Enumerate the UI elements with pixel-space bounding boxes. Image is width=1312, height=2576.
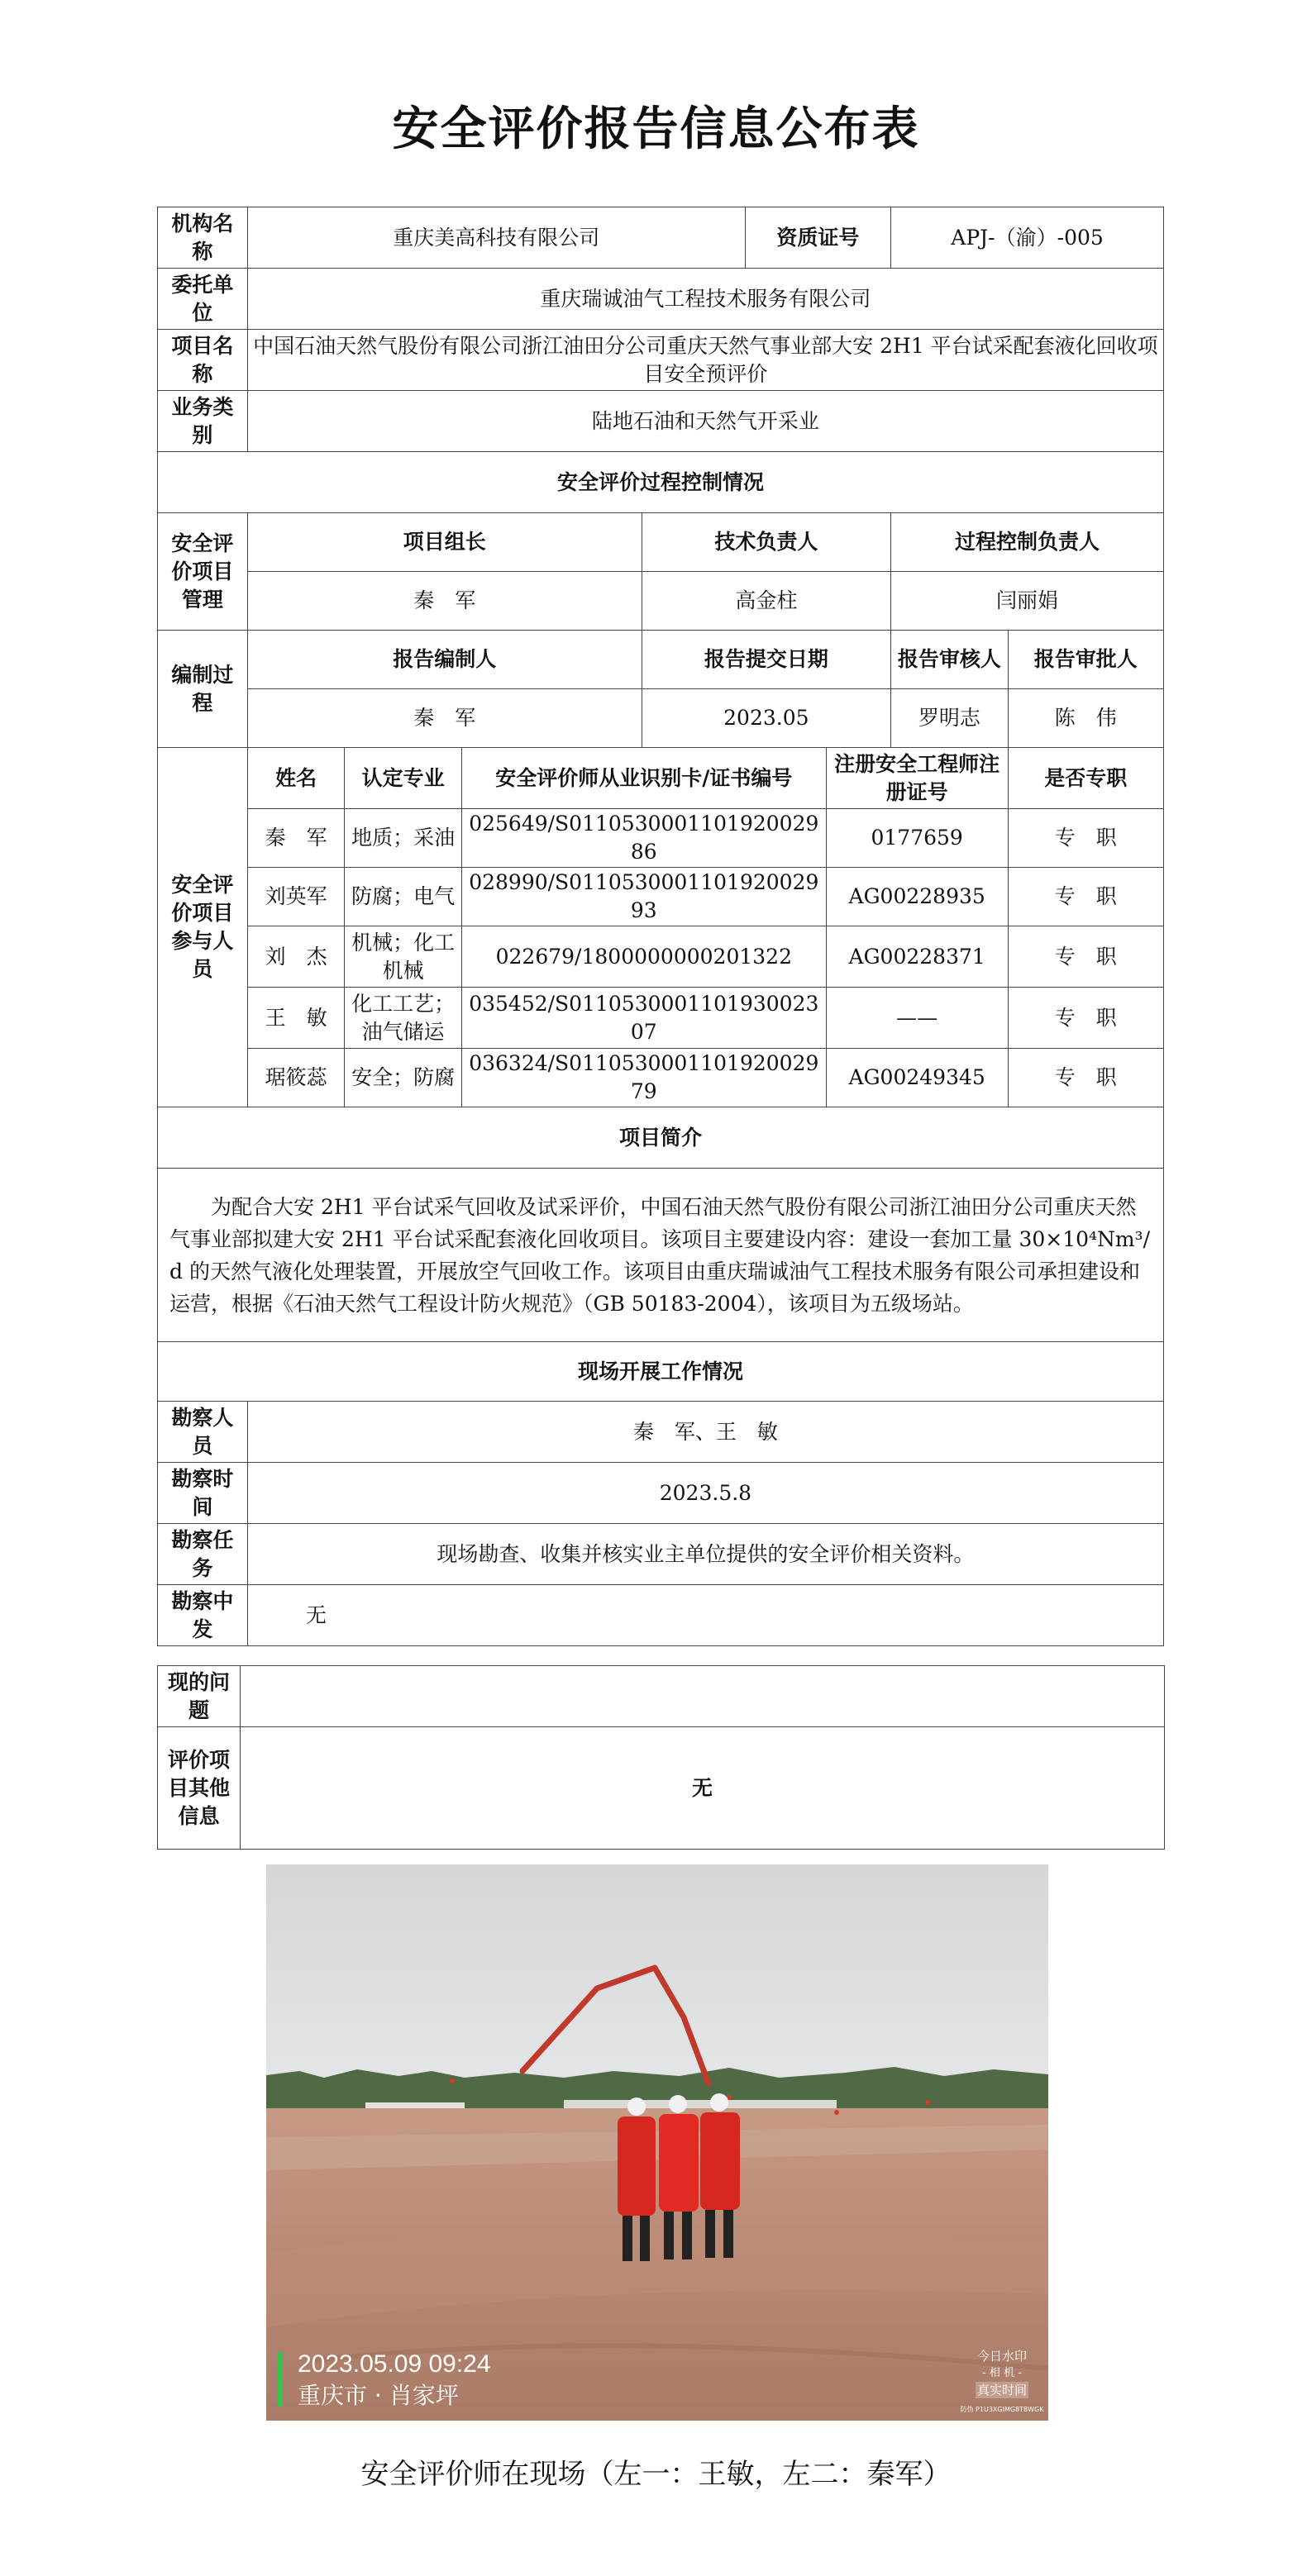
- submit-date-header: 报告提交日期: [642, 631, 891, 689]
- participant-card: 022679/1800000000201322: [461, 926, 826, 988]
- site-staff-label: 勘察人员: [158, 1402, 248, 1463]
- business-value: 陆地石油和天然气开采业: [247, 391, 1163, 452]
- process-control-header: 过程控制负责人: [891, 513, 1164, 572]
- participant-name: 琚筱蕊: [247, 1049, 345, 1107]
- other-info-value: 无: [241, 1727, 1165, 1850]
- tech-lead-header: 技术负责人: [642, 513, 891, 572]
- col-engineer-header: 注册安全工程师注册证号: [826, 748, 1008, 809]
- client-value: 重庆瑞诚油气工程技术服务有限公司: [247, 269, 1163, 330]
- participant-card: 025649/S011053000110192002986: [461, 809, 826, 868]
- col-name-header: 姓名: [247, 748, 345, 809]
- compiler-header: 报告编制人: [247, 631, 642, 689]
- participants-label: 安全评价项目参与人员: [158, 748, 248, 1107]
- participant-major: 安全；防腐: [345, 1049, 462, 1107]
- site-staff-value: 秦 军、王 敏: [247, 1402, 1163, 1463]
- participant-engineer-no: AG00228371: [826, 926, 1008, 988]
- cert-label: 资质证号: [745, 207, 890, 269]
- problem-label: 现的问题: [158, 1666, 241, 1727]
- svg-text:防伪 P1U3XGIMG8T8WGK: 防伪 P1U3XGIMG8T8WGK: [960, 2406, 1044, 2413]
- org-name: 重庆美高科技有限公司: [247, 207, 745, 269]
- photo-caption: 安全评价师在现场（左一：王敏，左二：秦军）: [360, 2458, 952, 2491]
- page-title: 安全评价报告信息公布表: [392, 102, 920, 156]
- participant-fulltime: 专 职: [1008, 926, 1163, 988]
- participant-name: 王 敏: [247, 988, 345, 1049]
- info-table-continued: [157, 1665, 1165, 1850]
- col-major-header: 认定专业: [345, 748, 462, 809]
- participant-engineer-no: 0177659: [826, 809, 1008, 868]
- site-time-label: 勘察时间: [158, 1463, 248, 1524]
- tech-lead-value: 高金柱: [642, 572, 891, 631]
- cert-number: APJ-（渝）-005: [891, 207, 1164, 269]
- table-row: [158, 988, 1164, 1049]
- site-time-value: 2023.5.8: [247, 1463, 1163, 1524]
- info-table: [157, 207, 1164, 1646]
- participant-major: 机械；化工机械: [345, 926, 462, 988]
- participant-engineer-no: ——: [826, 988, 1008, 1049]
- col-card-header: 安全评价师从业识别卡/证书编号: [461, 748, 826, 809]
- submit-date-value: 2023.05: [642, 689, 891, 748]
- site-task-value: 现场勘查、收集并核实业主单位提供的安全评价相关资料。: [247, 1524, 1163, 1585]
- site-heading: 现场开展工作情况: [158, 1342, 1164, 1402]
- svg-text:- 相 机 -: - 相 机 -: [982, 2367, 1022, 2379]
- org-name-label: 机构名称: [158, 207, 248, 269]
- reviewer-header: 报告审核人: [891, 631, 1009, 689]
- participant-major: 化工工艺；油气储运: [345, 988, 462, 1049]
- summary-text: 为配合大安 2H1 平台试采气回收及试采评价，中国石油天然气股份有限公司浙江油田分公司重庆天然气事业部拟建大安 2H1 平台试采配套液化回收项目。该项目主要建设内容：建设一套加工量 30×10⁴Nm³/d 的天然气液化处理装置，开展放空气回收工作。该项目由重庆瑞诚油气工程技术服务有限公司承担建设和运营，根据《石油天然气工程设计防火规范》（GB 50183-2004），该项目为五级场站。: [158, 1169, 1164, 1342]
- svg-text:今日水印: 今日水印: [976, 2349, 1028, 2364]
- site-finding-value: 无: [247, 1585, 1163, 1646]
- table-row: [158, 926, 1164, 988]
- team-leader-value: 秦 军: [247, 572, 642, 631]
- participant-name: 刘 杰: [247, 926, 345, 988]
- participant-fulltime: 专 职: [1008, 1049, 1163, 1107]
- site-finding-label: 勘察中发: [158, 1585, 248, 1646]
- participant-major: 防腐；电气: [345, 868, 462, 926]
- team-leader-header: 项目组长: [247, 513, 642, 572]
- participant-engineer-no: AG00228935: [826, 868, 1008, 926]
- business-label: 业务类别: [158, 391, 248, 452]
- table-row: [158, 809, 1164, 868]
- client-label: 委托单位: [158, 269, 248, 330]
- compile-label: 编制过程: [158, 631, 248, 748]
- participant-card: 028990/S011053000110192002993: [461, 868, 826, 926]
- svg-text:真实时间: 真实时间: [976, 2383, 1028, 2397]
- table-row: [158, 1049, 1164, 1107]
- participant-engineer-no: AG00249345: [826, 1049, 1008, 1107]
- table-row: [158, 868, 1164, 926]
- process-section-heading: 安全评价过程控制情况: [158, 452, 1164, 513]
- approver-value: 陈 伟: [1008, 689, 1163, 748]
- col-fulltime-header: 是否专职: [1008, 748, 1163, 809]
- process-control-value: 闫丽娟: [891, 572, 1164, 631]
- management-label: 安全评价项目管理: [158, 513, 248, 631]
- participant-fulltime: 专 职: [1008, 988, 1163, 1049]
- summary-heading: 项目简介: [158, 1107, 1164, 1169]
- participant-card: 035452/S011053000110193002307: [461, 988, 826, 1049]
- participant-name: 刘英军: [247, 868, 345, 926]
- project-label: 项目名称: [158, 330, 248, 391]
- project-value: 中国石油天然气股份有限公司浙江油田分公司重庆天然气事业部大安 2H1 平台试采配套液化回收项目安全预评价: [247, 330, 1163, 391]
- other-info-label: 评价项目其他信息: [158, 1727, 241, 1850]
- participant-name: 秦 军: [247, 809, 345, 868]
- approver-header: 报告审批人: [1008, 631, 1163, 689]
- photo-location: 重庆市 · 肖家坪: [298, 2382, 459, 2409]
- reviewer-value: 罗明志: [891, 689, 1009, 748]
- photo-timestamp: 2023.05.09 09:24: [298, 2350, 491, 2378]
- participant-card: 036324/S011053000110192002979: [461, 1049, 826, 1107]
- participant-fulltime: 专 职: [1008, 868, 1163, 926]
- problem-value: [241, 1666, 1165, 1727]
- compiler-value: 秦 军: [247, 689, 642, 748]
- participant-fulltime: 专 职: [1008, 809, 1163, 868]
- site-task-label: 勘察任务: [158, 1524, 248, 1585]
- site-photo: [266, 1864, 1048, 2421]
- participant-major: 地质；采油: [345, 809, 462, 868]
